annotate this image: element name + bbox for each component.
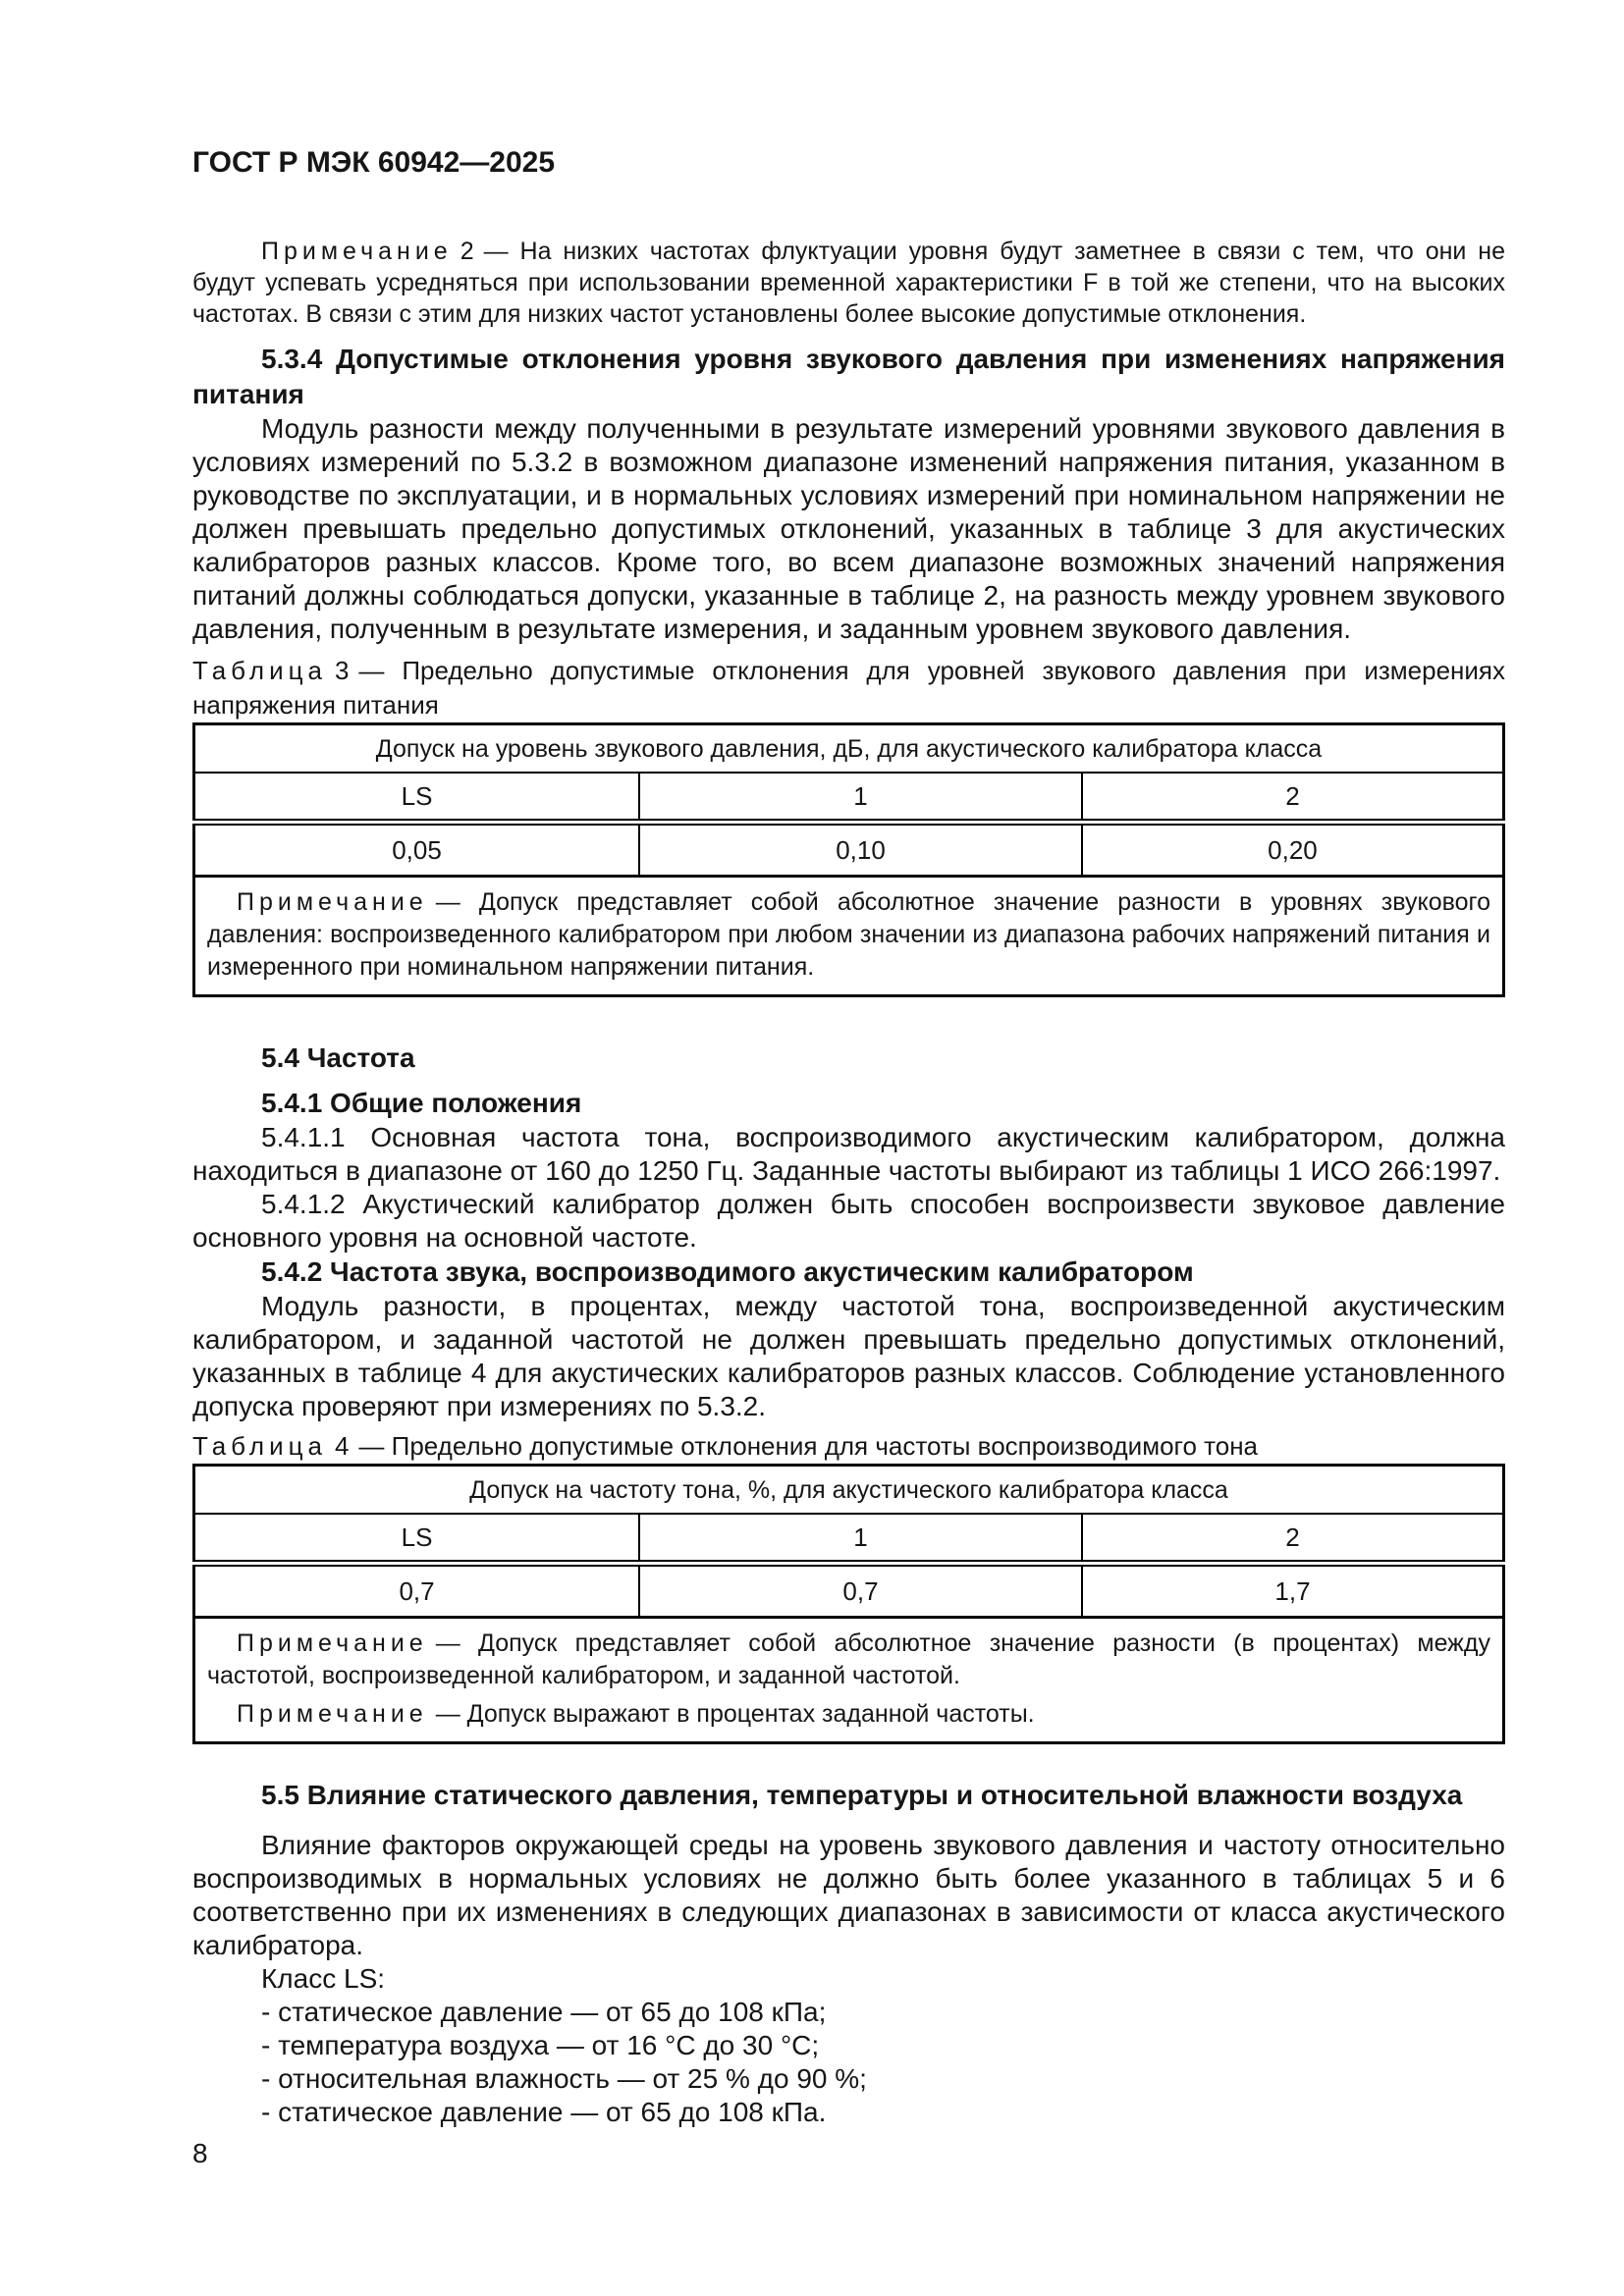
table-caption-text: — Предельно допустимые отклонения для уровней звукового давления при измерениях напряжения питания: [192, 656, 1505, 720]
list-item-static-pressure: - статическое давление — от 65 до 108 кПа;: [261, 1997, 827, 2027]
table-4-note-cell: [194, 1618, 1504, 1743]
table-3-note-label: Примечание: [237, 888, 428, 916]
table-caption-number: 4: [334, 1431, 350, 1461]
table-caption-text: — Предельно допустимые отклонения для частоты воспроизводимого тона: [358, 1431, 1259, 1461]
note-number: 2: [460, 238, 474, 265]
table-4-caption: [192, 1429, 1505, 1464]
table-4-value-2: 1,7: [1082, 1564, 1504, 1618]
table-caption-number: 3: [334, 656, 350, 685]
note-text: — На низких частотах флуктуации уровня будут заметнее в связи с тем, что они не будут успевать усредняться при использовании временной характеристики F в той же степени, что на высоких частотах. В связи с этим для низких частот установлены более высокие допустимые отклонения.: [192, 238, 1505, 328]
page-number: 8: [192, 2138, 208, 2168]
table-4-note-1: [207, 1628, 1490, 1692]
table-4-header-cell: Допуск на частоту тона, %, для акустического калибратора класса: [194, 1466, 1504, 1515]
table-3-value-ls: 0,05: [194, 823, 640, 877]
table-4-note-1-text: — Допуск представляет собой абсолютное значение разности (в процентах) между частотой, воспроизведенной калибратором, и заданной частотой.: [207, 1629, 1490, 1689]
table-4-class-1: 1: [639, 1514, 1082, 1564]
table-3-class-1: 1: [639, 773, 1082, 823]
table-caption-label: Таблица: [192, 656, 327, 685]
table-4-note-1-label: Примечание: [237, 1629, 428, 1657]
table-4-class-row: [194, 1514, 1504, 1564]
heading-5-4-1: 5.4.1 Общие положения: [261, 1088, 582, 1118]
table-4-value-1: 0,7: [639, 1564, 1082, 1618]
note-2-paragraph: [192, 236, 1505, 330]
table-4-header-row: [194, 1466, 1504, 1515]
table-3-note-text: — Допуск представляет собой абсолютное значение разности в уровнях звукового давления: воспроизведенного калибратором при любом значении из диапазона рабочих напряжений питания и измеренного при номинальном напряжении питания.: [207, 888, 1490, 981]
table-4-note-row: [194, 1618, 1504, 1743]
paragraph-5-3-4: Модуль разности между полученными в результате измерений уровнями звукового давления в условиях измерений по 5.3.2 в возможном диапазоне изменений напряжения питания, указанном в руководстве по эксплуатации, и в нормальных условиях измерений при номинальном напряжении не должен превышать предельно допустимых отклонений, указанных в таблице 3 для акустических калибраторов разных классов. Кроме того, во всем диапазоне возможных значений напряжения питаний должны соблюдаться допуски, указанные в таблице 2, на разность между уровнем звукового давления, полученным в результате измерения, и заданным уровнем звукового давления.: [192, 413, 1505, 644]
heading-5-3-4: 5.3.4 Допустимые отклонения уровня звукового давления при изменениях напряжения питания: [192, 344, 1505, 409]
table-4-value-ls: 0,7: [194, 1564, 640, 1618]
table-3-value-2: 0,20: [1082, 823, 1504, 877]
list-item-static-pressure-2: - статическое давление — от 65 до 108 кПа.: [261, 2097, 827, 2127]
table-3-value-1: 0,10: [639, 823, 1082, 877]
table-4-class-2: 2: [1082, 1514, 1504, 1564]
table-4: [192, 1464, 1505, 1744]
table-caption-label: Таблица: [192, 1431, 327, 1461]
list-item-air-temperature: - температура воздуха — от 16 °С до 30 °С;: [261, 2030, 820, 2060]
paragraph-5-4-2: Модуль разности, в процентах, между частотой тона, воспроизведенной акустическим калибратором, и заданной частотой не должен превышать предельно допустимых отклонений, указанных в таблице 4 для акустических калибраторов разных классов. Соблюдение установленного допуска проверяют при измерениях по 5.3.2.: [192, 1291, 1505, 1421]
heading-5-4-2: 5.4.2 Частота звука, воспроизводимого акустическим калибратором: [261, 1256, 1194, 1287]
table-3-caption: [192, 654, 1505, 722]
table-4-note-2: [207, 1698, 1490, 1731]
list-item-relative-humidity: - относительная влажность — от 25 % до 90 %;: [261, 2063, 867, 2094]
class-ls-line: Класс LS:: [261, 1963, 386, 1994]
note-label: Примечание: [261, 238, 453, 265]
table-3-header-cell: Допуск на уровень звукового давления, дБ, для акустического калибратора класса: [194, 724, 1504, 774]
table-4-values-row: [194, 1564, 1504, 1618]
table-3-class-row: [194, 773, 1504, 823]
heading-5-5: 5.5 Влияние статического давления, температуры и относительной влажности воздуха: [261, 1780, 1463, 1810]
paragraph-5-4-1-1: 5.4.1.1 Основная частота тона, воспроизводимого акустическим калибратором, должна находиться в диапазоне от 160 до 1250 Гц. Заданные частоты выбирают из таблицы 1 ИСО 266:1997.: [192, 1122, 1505, 1186]
table-3-note-row: [194, 877, 1504, 996]
table-4-note-2-label: Примечание: [237, 1700, 428, 1728]
table-4-class-ls: LS: [194, 1514, 640, 1564]
table-3-note-cell: [194, 877, 1504, 996]
paragraph-5-4-1-2: 5.4.1.2 Акустический калибратор должен быть способен воспроизвести звуковое давление основного уровня на основной частоте.: [192, 1189, 1505, 1253]
table-4-note-2-text: — Допуск выражают в процентах заданной частоты.: [435, 1700, 1035, 1728]
table-3-values-row: [194, 823, 1504, 877]
table-3: [192, 722, 1505, 997]
table-3-class-ls: LS: [194, 773, 640, 823]
paragraph-5-5: Влияние факторов окружающей среды на уровень звукового давления и частоту относительно воспроизводимых в нормальных условиях не должно быть более указанного в таблицах 5 и 6 соответственно при их изменениях в следующих диапазонах в зависимости от класса акустического калибратора.: [192, 1830, 1505, 1960]
table-3-note: [207, 886, 1490, 984]
table-3-class-2: 2: [1082, 773, 1504, 823]
heading-5-4: 5.4 Частота: [261, 1042, 415, 1073]
running-header: ГОСТ Р МЭК 60942—2025: [192, 146, 556, 179]
table-3-header-row: [194, 724, 1504, 774]
